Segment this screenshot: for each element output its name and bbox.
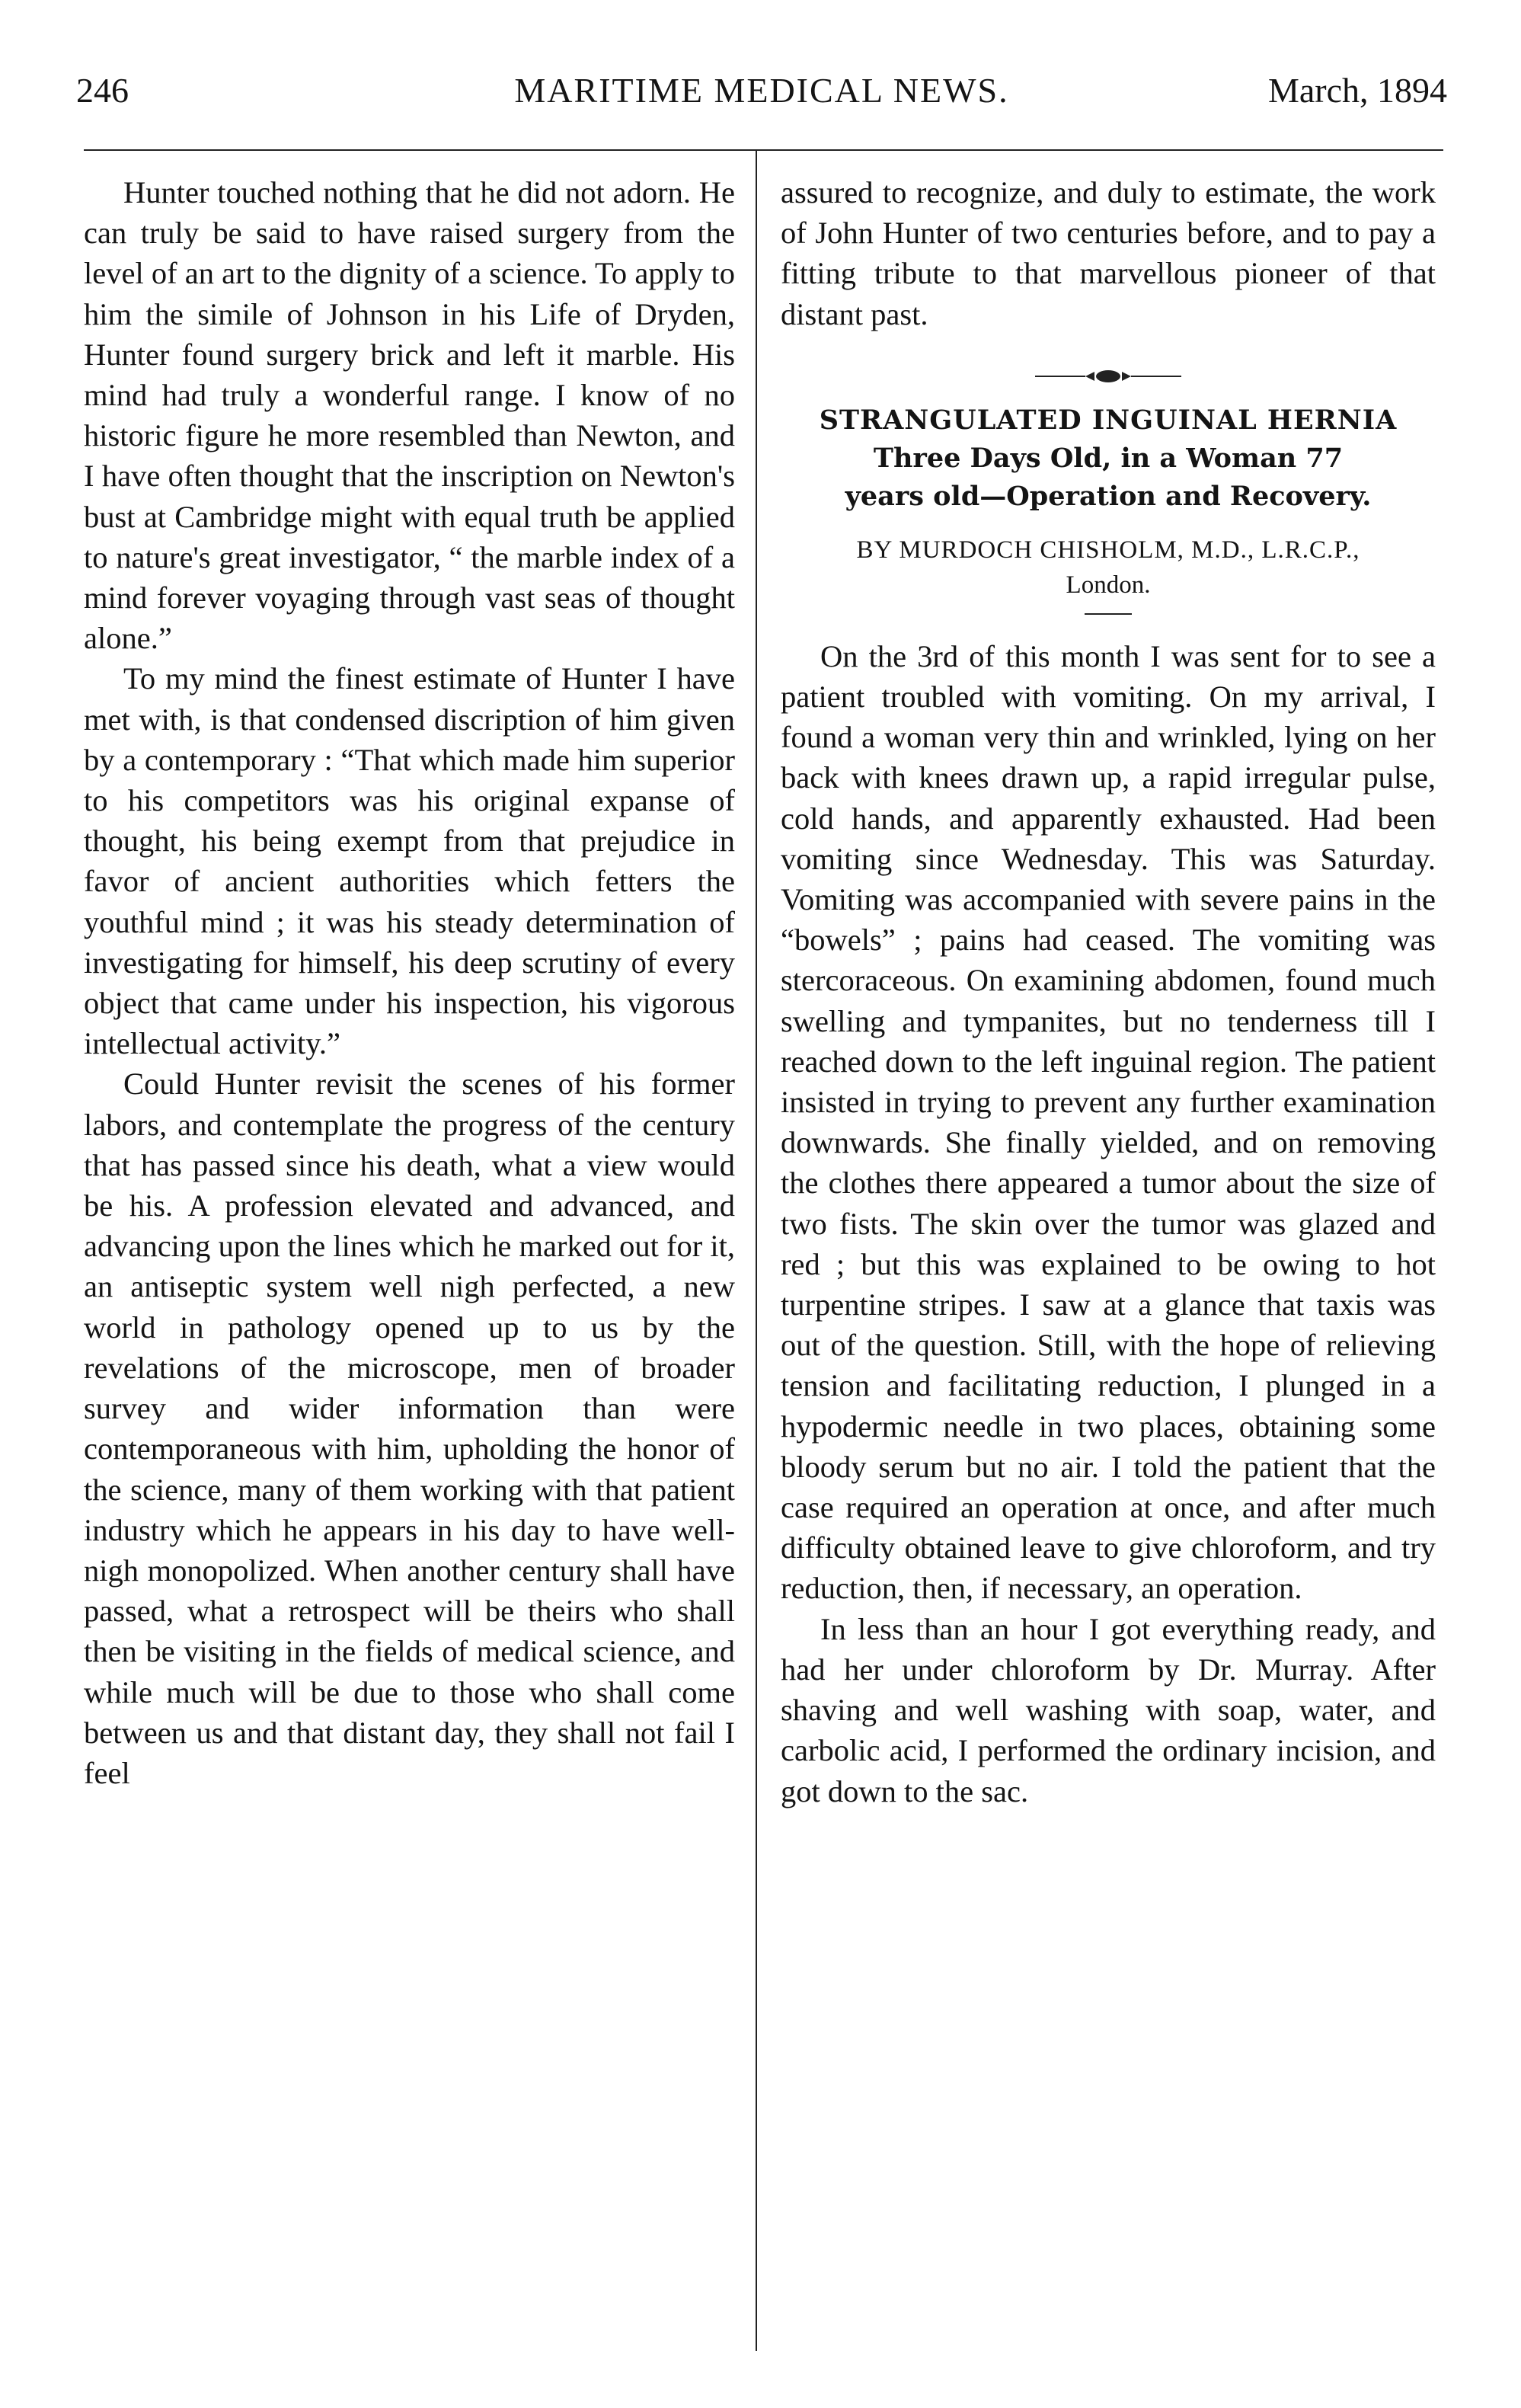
ornament-divider-icon: [1032, 365, 1184, 388]
byline-rule: [1085, 613, 1132, 615]
column-divider: [756, 149, 757, 2351]
paragraph: On the 3rd of this month I was sent for to see a patient troubled with vomiting. On my arrival, I found a woman very thin and wrinkled, lying on her back with knees drawn up, a rapid irregular pulse, cold hands, and apparently exhausted. Had been vomiting since Wednesday. This was Saturday. Vomiting was accompanied with severe pains in the “bowels” ; pains had ceased. The vomiting was stercoraceous. On examining abdomen, found much swelling and tympanites, but no tenderness till I reached down to the left inguinal region. The patient insisted in trying to prevent any further examination downwards. She finally yielded, and on removing the clothes there appeared a tumor about the size of two fists. The skin over the tumor was glazed and red ; but this was explained to be owing to hot turpentine stripes. I saw at a glance that taxis was out of the question. Still, with the hope of relieving tension and facilitating reduction, I plunged in a hypodermic needle in two places, obtaining some bloody serum but no air. I told the patient that the case required an operation at once, and after much difficulty obtained leave to give chloroform, and try reduction, then, if necessary, an operation.: [781, 638, 1436, 1606]
paragraph: Hunter touched nothing that he did not adorn. He can truly be said to have raised surgery from the level of an art to the dignity of a science. To apply to him the simile of Johnson in his Life of Dryden, Hunter found surgery brick and left it marble. His mind had truly a wonderful range. I know of no historic figure he more resembled than Newton, and I have often thought that the inscription on Newton's bust at Cambridge might with equal truth be applied to nature's great investigator, “ the marble index of a mind forever voyaging through vast seas of thought alone.”: [84, 175, 735, 656]
paragraph: In less than an hour I got everything ready, and had her under chloroform by Dr. Murray. After shaving and well washing with soap, water, and carbolic acid, I performed the ordinary incision, and got down to the sac.: [781, 1611, 1436, 1808]
byline-location: London.: [1066, 571, 1151, 599]
article-subtitle-line: Three Days Old, in a Woman 77: [873, 442, 1344, 474]
paragraph: To my mind the finest estimate of Hunter I have met with, is that condensed discription of him given by a contemporary : “That which made him superior to his competitors was his original expanse of thought, his being exempt from that prejudice in favor of ancient authorities which fetters the youthful mind ; it was his steady determination of investigating for himself, his deep scrutiny of every object that came under his inspection, his vigorous intellectual activity.”: [84, 661, 735, 1061]
paragraph: Could Hunter revisit the scenes of his former labors, and contemplate the progress of the century that has passed since his death, what a view would be his. A profession elevated and advanced, and advancing upon the lines which he marked out for it, an antiseptic system well nigh perfected, a new world in pathology opened up to us by the revelations of the microscope, men of broader survey and wider information than were contemporaneous with him, upholding the honor of the science, many of them working with that patient industry which he appears in his day to have well-nigh monopolized. When another century shall have passed, what a retrospect will be theirs who shall then be visiting in the fields of medical science, and while much will be due to those who shall come between us and that distant day, they shall not fail I feel: [84, 1066, 735, 1790]
section-ornament: [781, 365, 1436, 388]
page-header: [76, 70, 1447, 123]
right-column: [781, 172, 1436, 1812]
header-rule: [84, 149, 1443, 151]
article-title: STRANGULATED INGUINAL HERNIA: [819, 404, 1398, 436]
article-subtitle-line: years old—Operation and Recovery.: [845, 480, 1372, 512]
byline: BY MURDOCH CHISHOLM, M.D., L.R.C.P.,: [856, 536, 1360, 564]
journal-title: MARITIME MEDICAL NEWS.: [514, 71, 1009, 110]
issue-date: March, 1894: [1267, 71, 1447, 110]
left-column: [84, 172, 735, 1793]
continuation-paragraph: assured to recognize, and duly to estimate, the work of John Hunter of two centuries before, and to pay a fitting tribute to that marvellous pioneer of that distant past.: [781, 175, 1436, 331]
page-number: 246: [76, 71, 129, 110]
